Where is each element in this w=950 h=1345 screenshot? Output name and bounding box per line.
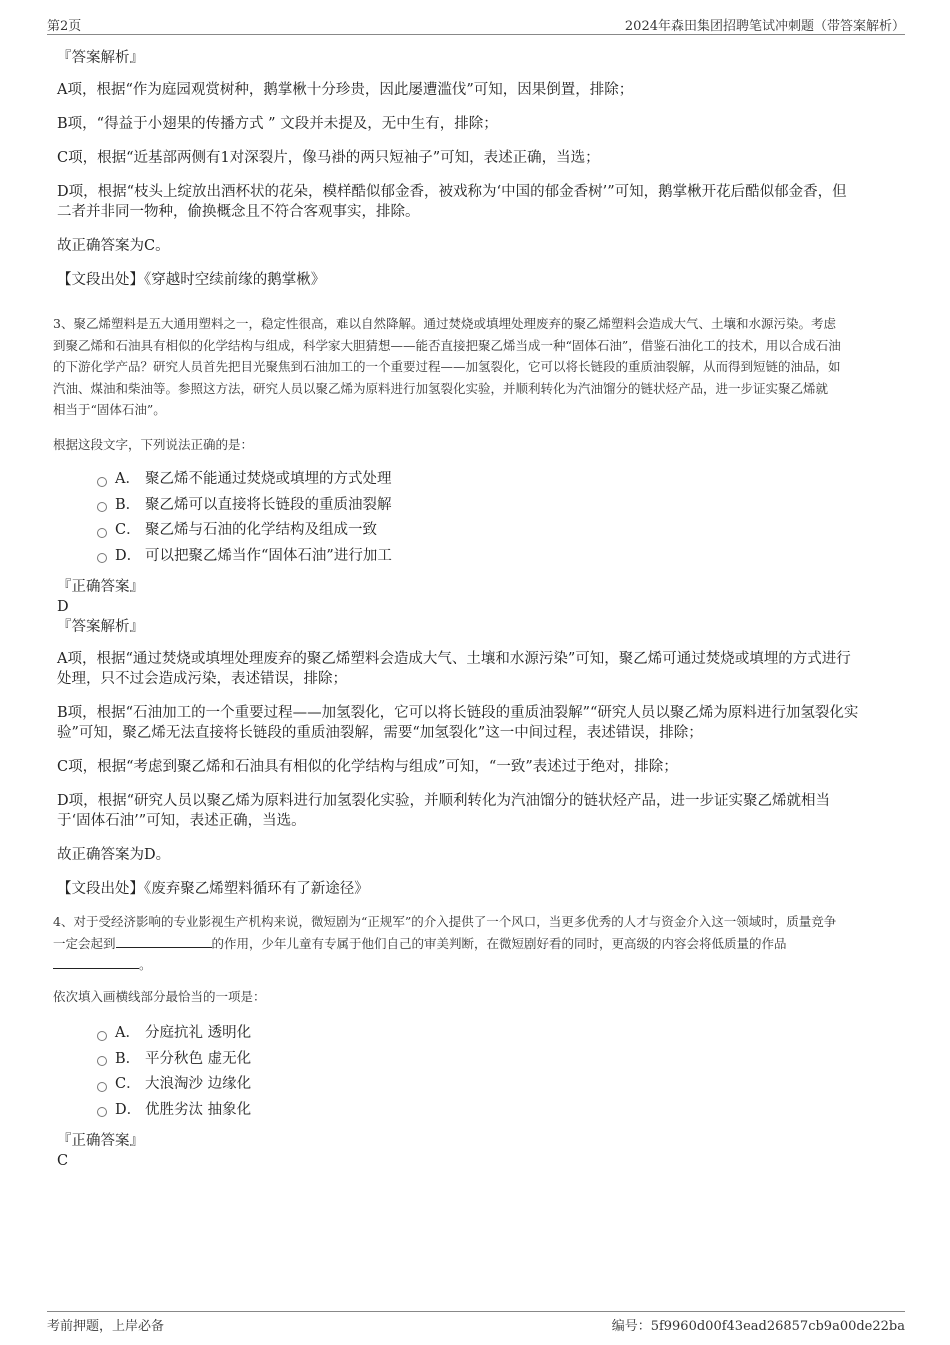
page-header (47, 14, 905, 35)
options-list (97, 1021, 897, 1123)
footer-slogan: 考前押题，上岸必备 (47, 1319, 165, 1334)
question-prompt: 根据这段文字，下列说法正确的是： (53, 436, 254, 452)
conclusion: 故正确答案为D。 (57, 847, 171, 863)
document-code: 编号：5f9960d00f43ead26857cb9a00de22ba (611, 1319, 905, 1334)
question-4 (53, 911, 897, 1007)
source-citation: 【文段出处】《穿越时空续前缘的鹅掌楸》 (57, 272, 326, 288)
analysis-option-c: C项，根据“考虑到聚乙烯和石油具有相似的化学结构与组成”可知，“一致”表述过于绝对，排除； (57, 759, 678, 775)
radio-icon[interactable] (97, 553, 107, 563)
option-c[interactable]: C． 大浪淘沙 边缘化 (97, 1072, 897, 1098)
document-title: 2024年森田集团招聘笔试冲刺题（带答案解析） (624, 19, 905, 34)
radio-icon[interactable] (97, 1107, 107, 1117)
correct-answer: D (57, 599, 69, 615)
question-3 (53, 313, 897, 455)
analysis-option-b: B项，根据“石油加工的一个重要过程——加氢裂化，它可以将长链段的重质油裂解”“研究人员以聚乙烯为原料进行加氢裂化实 验”可知，聚乙烯无法直接将长链段的重质油裂解，需要“加氢裂化”这一中间过程，表述错误，排除； (57, 705, 859, 741)
page-content (53, 48, 897, 1171)
answer-label: 『正确答案』 (57, 1133, 144, 1149)
radio-icon[interactable] (97, 502, 107, 512)
question-stem: 4、对于受经济影响的专业影视生产机构来说，微短剧为“正规军”的介入提供了一个风口，当更多优秀的人才与资金介入这一领域时，质量竞争 一定会起到 的作用，少年儿童有专属于他们自己的审美判断，在微短剧好看的同时，更高级的内容会将低质量的作品 。 (53, 914, 837, 972)
option-c[interactable]: C． 聚乙烯与石油的化学结构及组成一致 (97, 518, 897, 544)
fill-blank-2 (53, 956, 139, 969)
question-prompt: 依次填入画横线部分最恰当的一项是： (53, 988, 266, 1004)
radio-icon[interactable] (97, 528, 107, 538)
radio-icon[interactable] (97, 1082, 107, 1092)
radio-icon[interactable] (97, 1056, 107, 1066)
page-number: 第2页 (47, 19, 82, 34)
analysis-option-a: A项，根据“通过焚烧或填埋处理废弃的聚乙烯塑料会造成大气、土壤和水源污染”可知，聚乙烯可通过焚烧或填埋的方式进行 处理，只不过会造成污染，表述错误，排除； (57, 651, 851, 687)
options-list (97, 467, 897, 569)
option-b[interactable]: B． 平分秋色 虚无化 (97, 1047, 897, 1073)
analysis-label: 『答案解析』 (57, 50, 144, 66)
analysis-option-d: D项，根据“枝头上绽放出酒杯状的花朵，模样酷似郁金香，被戏称为‘中国的郁金香树’”可知，鹅掌楸开花后酷似郁金香，但 二者并非同一物种，偷换概念且不符合客观事实，排除。 (57, 184, 847, 220)
correct-answer: C (57, 1153, 69, 1169)
question-stem: 3、聚乙烯塑料是五大通用塑料之一，稳定性很高，难以自然降解。通过焚烧或填埋处理废弃的聚乙烯塑料会造成大气、土壤和水源污染。考虑 到聚乙烯和石油具有相似的化学结构与组成，科学家大胆猜想——能否直接把聚乙烯当成一种“固体石油”，借鉴石油化工的技术，用以合成石油 的下游化学产品？研究人员首先把目光聚焦到石油加工的一个重要过程——加氢裂化，它可以将长链段的重质油裂解，从而得到短链的油品，如 汽油、煤油和柴油等。参照这方法，研究人员以聚乙烯为原料进行加氢裂化实验，并顺利转化为汽油馏分的链状烃产品，进一步证实聚乙烯就 相当于“固体石油”。 (53, 316, 841, 417)
option-d[interactable]: D． 可以把聚乙烯当作“固体石油”进行加工 (97, 544, 897, 570)
analysis-option-c: C项，根据“近基部两侧有1对深裂片，像马褂的两只短袖子”可知，表述正确，当选； (57, 150, 600, 166)
conclusion: 故正确答案为C。 (57, 238, 170, 254)
analysis-option-a: A项，根据“作为庭园观赏树种，鹅掌楸十分珍贵，因此屡遭滥伐”可知，因果倒置，排除； (57, 82, 634, 98)
analysis-label: 『答案解析』 (57, 619, 144, 635)
analysis-option-d: D项，根据“研究人员以聚乙烯为原料进行加氢裂化实验，并顺利转化为汽油馏分的链状烃产品，进一步证实聚乙烯就相当 于‘固体石油’”可知，表述正确，当选。 (57, 793, 831, 829)
radio-icon[interactable] (97, 477, 107, 487)
option-a[interactable]: A． 聚乙烯不能通过焚烧或填埋的方式处理 (97, 467, 897, 493)
option-a[interactable]: A． 分庭抗礼 透明化 (97, 1021, 897, 1047)
fill-blank-1 (116, 935, 212, 948)
answer-label: 『正确答案』 (57, 579, 144, 595)
option-b[interactable]: B． 聚乙烯可以直接将长链段的重质油裂解 (97, 493, 897, 519)
source-citation: 【文段出处】《废弃聚乙烯塑料循环有了新途径》 (57, 881, 369, 897)
page-footer (47, 1311, 905, 1334)
option-d[interactable]: D． 优胜劣汰 抽象化 (97, 1098, 897, 1124)
radio-icon[interactable] (97, 1031, 107, 1041)
analysis-option-b: B项，“得益于小翅果的传播方式 ” 文段并未提及，无中生有，排除； (57, 116, 498, 132)
